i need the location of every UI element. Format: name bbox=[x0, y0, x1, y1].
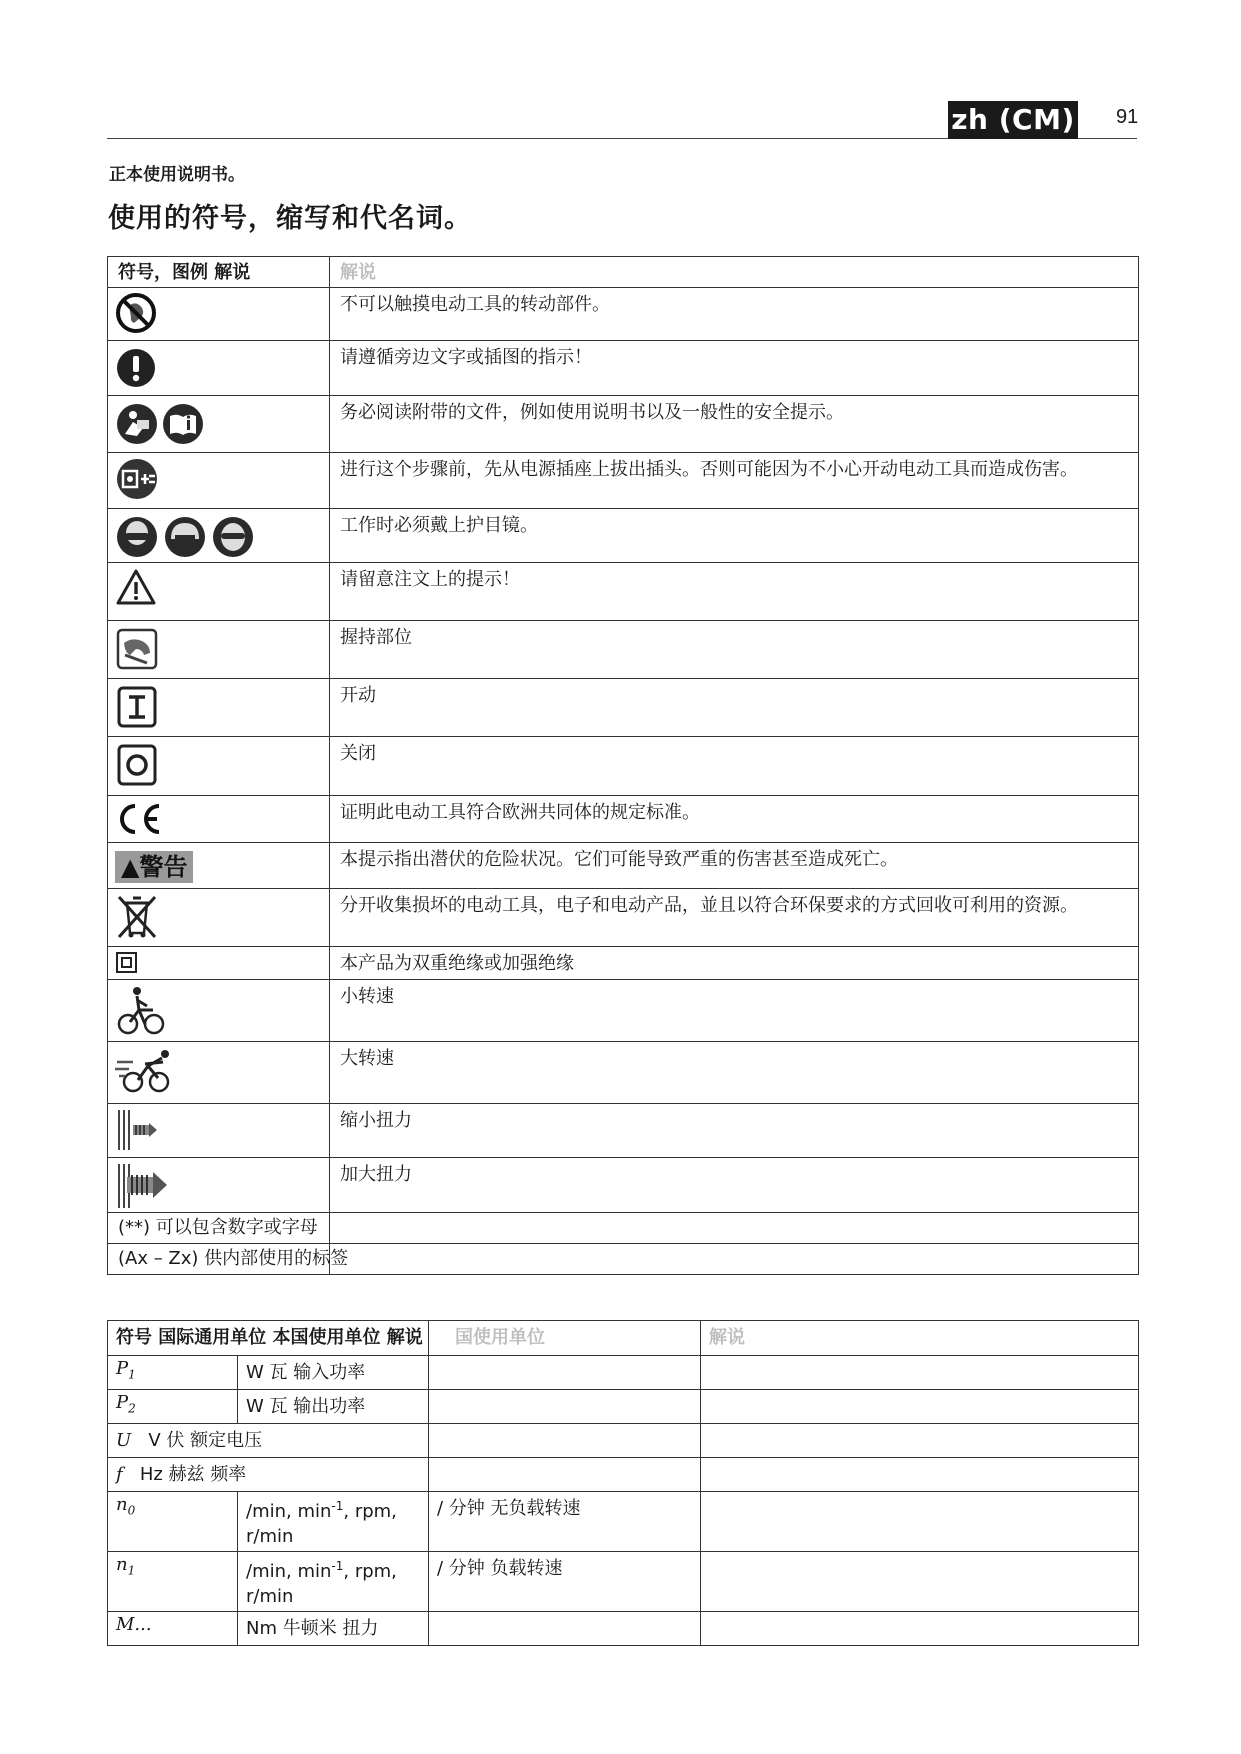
low-torque-icon bbox=[115, 1106, 161, 1152]
table-row bbox=[108, 341, 1139, 396]
table-row bbox=[108, 1552, 1139, 1612]
symbol-cell bbox=[108, 889, 330, 947]
local-unit: / 分钟 无负载转速 bbox=[429, 1492, 701, 1552]
table-row bbox=[108, 396, 1139, 453]
header-desc: 解说 bbox=[701, 1321, 1139, 1356]
warning-label-icon: ▲警告 bbox=[115, 851, 193, 883]
note-cell: (**) 可以包含数字或字母 bbox=[108, 1213, 330, 1244]
units-table bbox=[107, 1320, 1139, 1646]
table-row bbox=[108, 737, 1139, 796]
weee-bin-icon bbox=[115, 891, 159, 941]
symbol-cell bbox=[108, 509, 330, 563]
description-cell: 大转速 bbox=[330, 1042, 1139, 1104]
table-row bbox=[108, 947, 1139, 980]
local-unit bbox=[429, 1356, 701, 1390]
table-row bbox=[108, 1213, 1139, 1244]
table-row bbox=[108, 980, 1139, 1042]
symbols-table bbox=[107, 256, 1139, 1275]
header-symbol-col: 符号，图例 解说 bbox=[108, 257, 330, 288]
unit-symbol: $P_1$ bbox=[108, 1356, 238, 1390]
unplug-icon bbox=[115, 455, 161, 501]
description-cell: 加大扭力 bbox=[330, 1158, 1139, 1213]
table-row bbox=[108, 1104, 1139, 1158]
high-torque-icon bbox=[115, 1160, 171, 1210]
symbol-cell bbox=[108, 737, 330, 796]
table-row bbox=[108, 1244, 1139, 1275]
description-cell: 关闭 bbox=[330, 737, 1139, 796]
original-instructions-note: 正本使用说明书。 bbox=[109, 165, 245, 185]
unit-symbol: $P_2$ bbox=[108, 1390, 238, 1424]
off-switch-icon bbox=[115, 739, 159, 787]
symbol-cell bbox=[108, 563, 330, 621]
description-cell: 握持部位 bbox=[330, 621, 1139, 679]
symbol-cell bbox=[108, 947, 330, 980]
intl-unit: /min, $\min^{-1}$, rpm, r/min bbox=[238, 1492, 429, 1552]
table-row bbox=[108, 1158, 1139, 1213]
unit-desc bbox=[701, 1390, 1139, 1424]
local-unit bbox=[429, 1390, 701, 1424]
symbol-cell bbox=[108, 288, 330, 341]
intl-unit: W 瓦 输出功率 bbox=[238, 1390, 429, 1424]
double-insulation-icon bbox=[115, 949, 139, 975]
table-row bbox=[108, 1492, 1139, 1552]
empty-cell bbox=[330, 1244, 1139, 1275]
eye-protection-icon bbox=[115, 511, 257, 559]
table-row bbox=[108, 563, 1139, 621]
table-row bbox=[108, 453, 1139, 509]
units-table-header bbox=[108, 1321, 1139, 1356]
intl-unit: Nm 牛顿米 扭力 bbox=[238, 1612, 429, 1646]
unit-combined: f Hz 赫兹 频率 bbox=[108, 1458, 429, 1492]
table-row bbox=[108, 1356, 1139, 1390]
slow-speed-icon bbox=[115, 982, 167, 1038]
table-row bbox=[108, 796, 1139, 843]
table-row bbox=[108, 509, 1139, 563]
local-unit: / 分钟 负载转速 bbox=[429, 1552, 701, 1612]
table-row bbox=[108, 1390, 1139, 1424]
on-switch-icon bbox=[115, 681, 159, 729]
unit-symbol: $n_1$ bbox=[108, 1552, 238, 1612]
table-row bbox=[108, 1612, 1139, 1646]
local-unit bbox=[429, 1424, 701, 1458]
warning-triangle-icon bbox=[115, 565, 157, 609]
symbol-cell bbox=[108, 621, 330, 679]
empty-cell bbox=[330, 1213, 1139, 1244]
description-cell: 本产品为双重绝缘或加强绝缘 bbox=[330, 947, 1139, 980]
description-cell: 请遵循旁边文字或插图的指示！ bbox=[330, 341, 1139, 396]
table-row bbox=[108, 288, 1139, 341]
symbol-cell bbox=[108, 341, 330, 396]
fast-speed-icon bbox=[115, 1044, 177, 1098]
note-cell: (Ax – Zx) 供内部使用的标签 bbox=[108, 1244, 330, 1275]
header-desc-col: 解说 bbox=[330, 257, 1139, 288]
header-combined-label: 符号 国际通用单位 本国使用单位 解说 bbox=[108, 1321, 429, 1356]
page-title: 使用的符号，缩写和代名词。 bbox=[108, 203, 472, 234]
ce-mark-icon bbox=[115, 798, 163, 838]
symbol-cell bbox=[108, 1042, 330, 1104]
unit-desc bbox=[701, 1424, 1139, 1458]
description-cell: 分开收集损坏的电动工具，电子和电动产品，並且以符合环保要求的方式回收可利用的资源。 bbox=[330, 889, 1139, 947]
symbols-table-header bbox=[108, 257, 1139, 288]
page-number: 91 bbox=[1116, 106, 1139, 128]
read-manual-icon bbox=[115, 398, 207, 446]
description-cell: 缩小扭力 bbox=[330, 1104, 1139, 1158]
symbol-cell bbox=[108, 980, 330, 1042]
unit-symbol: $n_0$ bbox=[108, 1492, 238, 1552]
table-row bbox=[108, 843, 1139, 889]
unit-symbol: M... bbox=[108, 1612, 238, 1646]
description-cell: 证明此电动工具符合欧洲共同体的规定标准。 bbox=[330, 796, 1139, 843]
mandatory-exclamation-icon bbox=[115, 343, 157, 389]
unit-desc bbox=[701, 1552, 1139, 1612]
symbol-cell bbox=[108, 1158, 330, 1213]
description-cell: 工作时必须戴上护目镜。 bbox=[330, 509, 1139, 563]
table-row bbox=[108, 679, 1139, 737]
table-row bbox=[108, 621, 1139, 679]
table-row bbox=[108, 889, 1139, 947]
description-cell: 务必阅读附带的文件，例如使用说明书以及一般性的安全提示。 bbox=[330, 396, 1139, 453]
no-touch-rotating-parts-icon bbox=[115, 290, 157, 334]
intl-unit: /min, $\min^{-1}$, rpm, r/min bbox=[238, 1552, 429, 1612]
symbol-cell bbox=[108, 453, 330, 509]
description-cell: 进行这个步骤前，先从电源插座上拔出插头。否则可能因为不小心开动电动工具而造成伤害。 bbox=[330, 453, 1139, 509]
local-unit bbox=[429, 1612, 701, 1646]
table-row bbox=[108, 1424, 1139, 1458]
unit-desc bbox=[701, 1458, 1139, 1492]
description-cell: 小转速 bbox=[330, 980, 1139, 1042]
symbol-cell bbox=[108, 843, 330, 889]
description-cell: 请留意注文上的提示！ bbox=[330, 563, 1139, 621]
intl-unit: W 瓦 输入功率 bbox=[238, 1356, 429, 1390]
unit-desc bbox=[701, 1492, 1139, 1552]
description-cell: 不可以触摸电动工具的转动部件。 bbox=[330, 288, 1139, 341]
description-cell: 开动 bbox=[330, 679, 1139, 737]
grip-area-icon bbox=[115, 623, 159, 671]
symbol-cell bbox=[108, 396, 330, 453]
description-cell: 本提示指出潜伏的危险状况。它们可能导致严重的伤害甚至造成死亡。 bbox=[330, 843, 1139, 889]
header-local-unit: 国使用单位 bbox=[429, 1321, 701, 1356]
language-badge: zh (CM) bbox=[948, 101, 1078, 139]
unit-combined: U V 伏 额定电压 bbox=[108, 1424, 429, 1458]
symbol-cell bbox=[108, 796, 330, 843]
unit-desc bbox=[701, 1356, 1139, 1390]
local-unit bbox=[429, 1458, 701, 1492]
symbol-cell bbox=[108, 1104, 330, 1158]
symbol-cell bbox=[108, 679, 330, 737]
table-row bbox=[108, 1458, 1139, 1492]
table-row bbox=[108, 1042, 1139, 1104]
unit-desc bbox=[701, 1612, 1139, 1646]
